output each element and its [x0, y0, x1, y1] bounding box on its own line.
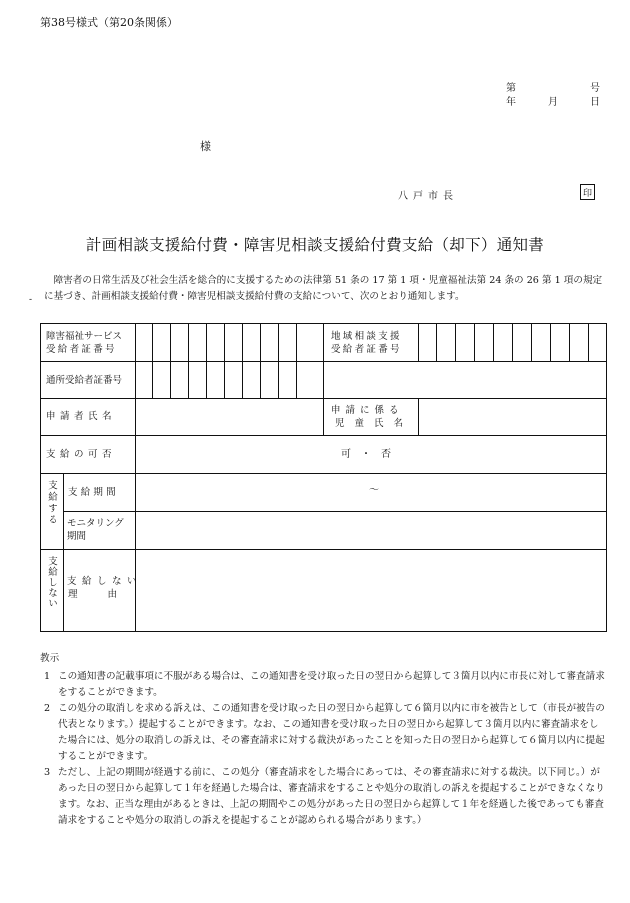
notification-form-table: [40, 323, 607, 632]
deny-section-label: 支給しない: [46, 556, 57, 609]
instruction-item: [40, 701, 608, 765]
instruction-text: ただし、上記の期間が経過する前に、この処分（審査請求をした場合にあっては、その審査請求に対する裁決。以下同じ。）があった日の翌日から起算して１年を経過した場合は、審査請求をすることや処分の取消しの訴えを提起することができなくなります。なお、正当な理由があるときは、上記の期間やこの処分があった日の翌日から起算して１年を経過した後であっても審査請求をすることや処分の取消しの訴えを提起することが認められる場合があります。）: [58, 767, 605, 826]
instruction-number: 2: [44, 703, 51, 714]
doc-no-label: 第: [506, 83, 516, 94]
deny-reason-label: [67, 575, 147, 601]
welfare-cert-label-line1: 障害福祉サービス: [46, 331, 123, 342]
monitoring-label-line1: モニタリング: [67, 518, 124, 529]
welfare-cert-label-line2: 受給者証番号: [46, 344, 117, 355]
form-number: 第38号様式（第20条関係）: [40, 16, 178, 29]
regional-cert-label-line2: 受給者証番号: [331, 344, 402, 355]
date-row: [506, 93, 600, 108]
deny-reason-line1: 支給しない: [67, 576, 143, 587]
document-number-row: [506, 79, 600, 94]
instructions-section: [40, 650, 608, 829]
instruction-text: この処分の取消しを求める訴えは、この通知書を受け取った日の翌日から起算して６箇月以内に市を被告として（市長が被告の代表となります。）提起することができます。なお、この通知書を受け取った日の翌日から起算して３箇月以内に審査請求をした場合には、処分の取消しの訴えは、その審査請求に対する裁決があったことを知った日の翌日から起算して６箇月以内に提起することができます。: [58, 703, 605, 762]
preamble-text: 障害者の日常生活及び社会生活を総合的に支援するための法律第 51 条の 17 第 1 項・児童福祉法第 24 条の 26 第 1 項の規定に基づき、計画相談支援給付費・障害児相談支援給付費の支給について、次のとおり通知します。: [44, 275, 603, 302]
seal-mark: 印: [580, 184, 595, 200]
approval-options: 可 ・ 否: [341, 449, 391, 460]
grant-section-label: 支給する: [46, 480, 57, 526]
regional-cert-label: [331, 330, 411, 356]
instruction-item: [40, 669, 608, 701]
child-name-label-line2: 児童氏名: [335, 418, 414, 429]
instruction-number: 3: [44, 767, 51, 778]
recipient-honorific: 様: [200, 140, 211, 153]
daycare-cert-label: 通所受給者証番号: [46, 375, 123, 386]
child-name-label: [331, 404, 413, 430]
issuer-name: 八戸市長: [398, 191, 458, 202]
child-name-label-line1: 申請に係る: [331, 405, 404, 416]
instruction-number: 1: [44, 671, 51, 682]
margin-mark: -: [29, 295, 33, 305]
monitoring-label-line2: [67, 530, 131, 543]
applicant-name-label: 申請者氏名: [46, 411, 117, 422]
deny-reason-line2: 理由: [68, 589, 148, 600]
instructions-title: 教示: [40, 653, 60, 664]
monitoring-period-label: [67, 517, 131, 543]
approval-label: 支給の可否: [46, 449, 117, 460]
month-label: 月: [548, 97, 558, 108]
year-label: 年: [506, 97, 516, 108]
grant-period-label: 支給期間: [68, 487, 119, 498]
instruction-item: [40, 765, 608, 829]
regional-cert-label-line1: 地域相談支援: [331, 331, 402, 342]
document-title: 計画相談支援給付費・障害児相談支援給付費支給（却下）通知書: [85, 236, 545, 254]
day-label: 日: [590, 97, 600, 108]
welfare-cert-label: [46, 330, 130, 356]
instruction-text: この通知書の記載事項に不服がある場合は、この通知書を受け取った日の翌日から起算して３箇月以内に市長に対して審査請求をすることができます。: [58, 671, 605, 698]
monitoring-label-line2-text: 期間: [67, 531, 87, 542]
period-separator: ～: [369, 485, 379, 496]
doc-no-suffix: 号: [590, 83, 600, 94]
